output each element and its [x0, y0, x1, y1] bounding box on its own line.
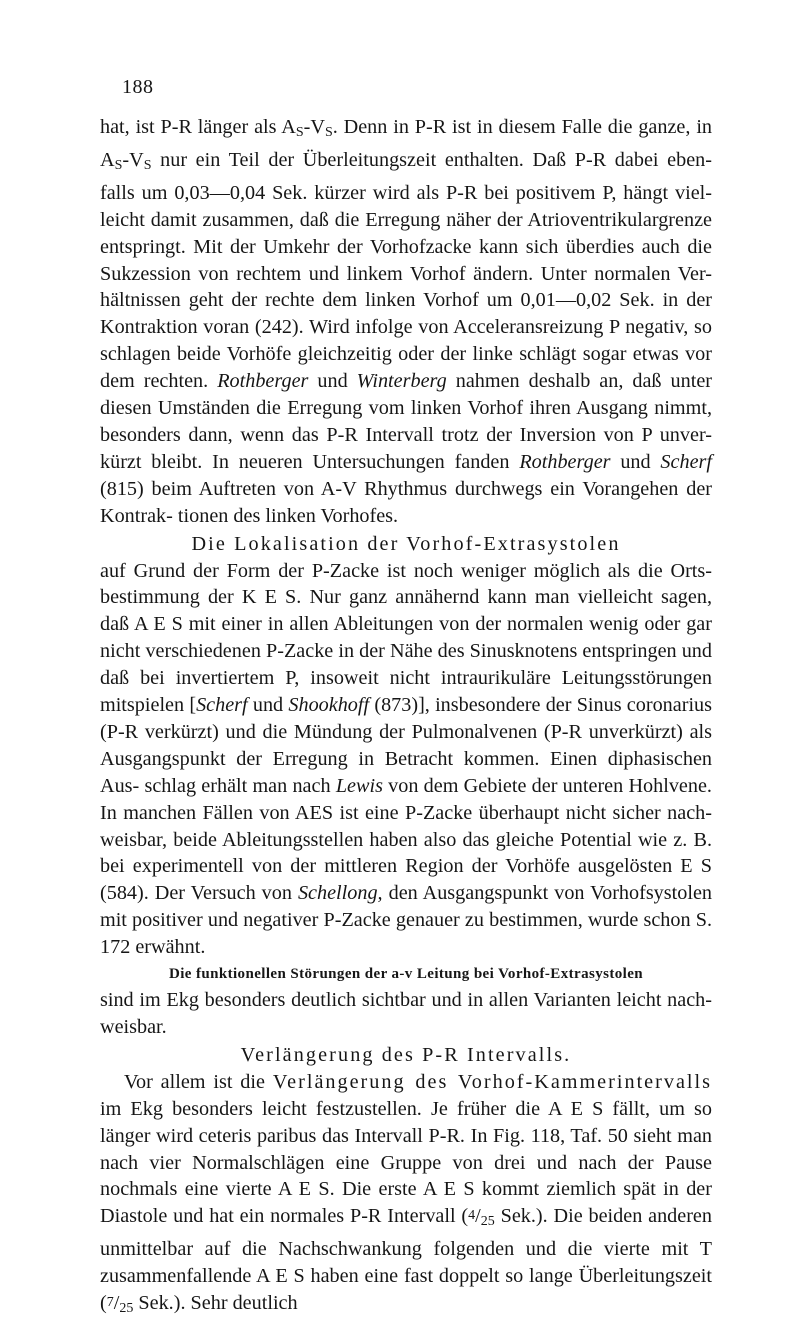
author-name: Lewis: [335, 774, 383, 797]
paragraph-2: auf Grund der Form der P-Zacke ist noch weniger möglich als die Orts- bestimmung der K E S. Nur ganz annähernd kann man vielleicht sagen, daß A E S mit einer in allen Ableitungen von der normalen wenig oder gar nicht verschiedenen P-Zacke in der Nähe des Sinusknotens entspringen und daß bei invertiertem P, insoweit nicht intraurikuläre Leitungsstörungen mitspielen [Scherf und Shookhoff (873)], insbesondere der Sinus coronarius (P-R verkürzt) und die Mündung der Pulmonalvenen (P-R unverkürzt) als Ausgangspunkt der Erregung in Betracht kommen. Einen diphasischen Aus- schlag erhält man nach Lewis von dem Gebiete der unteren Hohlvene. In manchen Fällen von AES ist eine P-Zacke überhaupt nicht sicher nach- weisbar, beide Ableitungsstellen haben also das gleiche Potential wie z. B. bei experimentell von der mittleren Region der Vorhöfe ausgelösten E S (584). Der Versuch von Schellong, den Ausgangspunkt von Vorhofsystolen mit positiver und negativer P-Zacke genauer zu bestimmen, wurde schon S. 172 erwähnt.: [100, 559, 713, 959]
section-heading-prolongation: Verlängerung des P-R Intervalls.: [240, 1043, 572, 1066]
author-name: Winterberg: [356, 370, 447, 393]
author-name: Shookhoff: [288, 694, 370, 717]
page-number: 188: [122, 76, 154, 98]
author-name: Rothberger: [217, 370, 309, 393]
body-text: [100, 114, 712, 1323]
author-name: Scherf: [196, 694, 248, 717]
emphasis-spaced: Verlängerung des Vorhof-Kammerintervalls: [272, 1070, 712, 1093]
section-heading-localisation: Die Lokalisation der Vorhof-Extrasystolen: [191, 532, 621, 555]
paragraph-4: Vor allem ist die Verlängerung des Vorhof-Kammerintervalls im Ekg besonders leicht festzustellen. Je früher die A E S fällt, um so länger wird ceteris paribus das Intervall P-R. In Fig. 118, Taf. 50 sieht man nach vier Normalschlägen eine Gruppe von drei und nach der Pause nochmals eine vierte A E S. Die erste A E S kommt ziemlich spät in der Diastole und hat ein normales P-R Intervall (4/25 Sek.). Die beiden anderen unmittelbar auf die Nachschwankung folgenden und die vierte mit T zusammenfallende A E S haben eine fast doppelt so lange Überleitungszeit (7/25 Sek.). Sehr deutlich: [100, 1070, 712, 1317]
author-name: Scherf: [660, 450, 712, 473]
author-name: Rothberger: [519, 450, 611, 473]
paragraph-1: hat, ist P-R länger als $A_S-V_S$. Denn in P-R ist in diesem Falle die ganze, in $A_S-V_S$ nur ein Teil der Überleitungszeit enthalten. Daß P-R dabei eben- falls um 0,03—0,04 Sek. kürzer wird als P-R bei positivem P, hängt viel- leicht damit zusammen, daß die Erregung näher der Atrioventrikulargrenze entspringt. Mit der Umkehr der Vorhofzacke kann sich überdies auch die Sukzession von rechtem und linkem Vorhof ändern. Unter normalen Ver- hältnissen geht der rechte dem linken Vorhof um 0,01—0,02 Sek. in der Kontraktion voran (242). Wird infolge von Acceleransreizung P negativ, so schlagen beide Vorhöfe gleichzeitig oder der linke schlägt sogar etwas vor dem rechten. Rothberger und Winterberg nahmen deshalb an, daß unter diesen Umständen die Erregung vom linken Vorhof ihren Ausgang nimmt, besonders dann, wenn das P-R Intervall trotz der Inversion von P unver- kürzt bleibt. In neueren Untersuchungen fanden Rothberger und Scherf (815) beim Auftreten von A-V Rhythmus durchwegs ein Vorangehen der Kontrak- tionen des linken Vorhofes.: [100, 116, 713, 527]
section-heading-functional-disturbances: Die funktionellen Störungen der a-v Leitung bei Vorhof-Extrasystolen: [168, 966, 644, 983]
paragraph-3: sind im Ekg besonders deutlich sichtbar und in allen Varianten leicht nach- weisbar.: [100, 989, 712, 1038]
author-name: Schellong,: [297, 882, 383, 905]
